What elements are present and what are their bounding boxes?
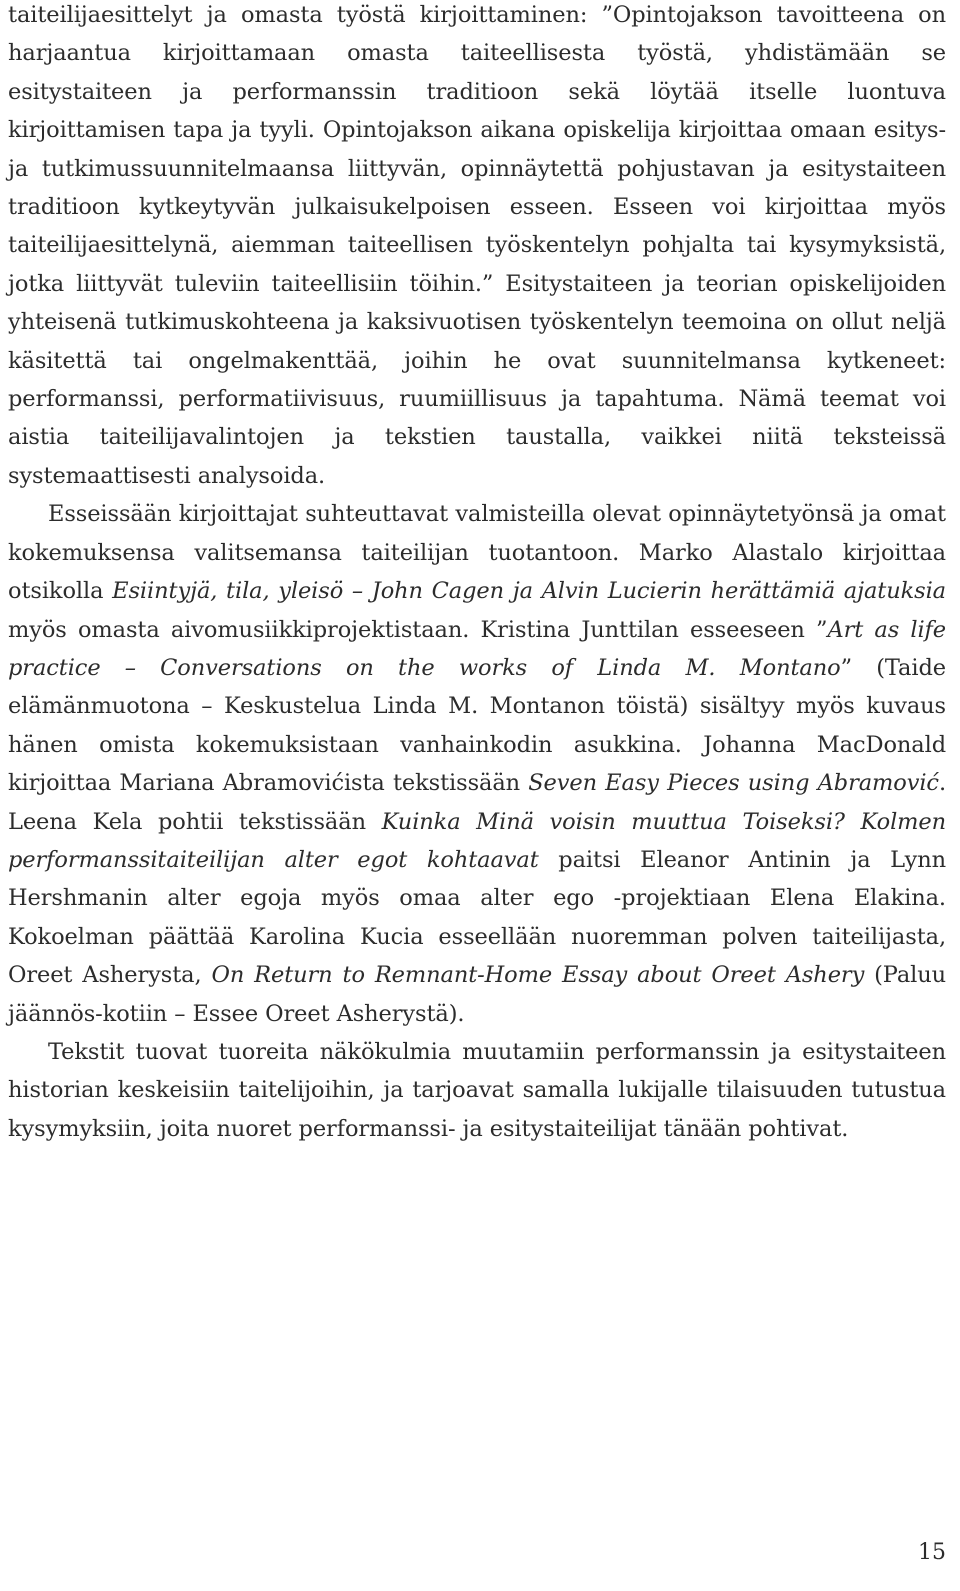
italic-title: Kuinka Minä voisin muuttua Toiseksi? Kolmen performanssitaiteilijan alter egot kohtaavat [8,808,947,873]
italic-title: Esiintyjä, tila, yleisö – John Cagen ja Alvin Lucierin herättämiä ajatuksia [112,578,946,605]
text-run: taiteilijaesittelyt ja omasta työstä kirjoittaminen: ”Opintojakson tavoitteena on harjaantua kirjoittamaan omasta taiteellisesta työstä, yhdistämään se esitystaiteen ja performanssin traditioon sekä löytää itselle luontuva kirjoittamisen tapa ja tyyli. Opintojakson aikana opiskelija kirjoittaa omaan esitys- ja tutkimussuunnitelmaansa liittyvän, opinnäytettä pohjustavan ja esitystaiteen traditioon kytkeytyvän julkaisukelpoisen esseen. Esseen voi kirjoittaa myös taiteilijaesittelynä, aiemman taiteellisen työskentelyn pohjalta tai kysymyksistä, jotka liittyvät tuleviin taiteellisiin töihin.” Esitystaiteen ja teorian opiskelijoiden yhteisenä tutkimuskohteena ja kaksivuotisen työskentelyn teemoina on ollut neljä käsitettä tai ongelmakenttää, joihin he ovat suunnitelmansa kytkeneet: performanssi, performatiivisuus, ruumiillisuus ja tapahtuma. Nämä teemat voi aistia taiteilijavalintojen ja tekstien taustalla, vaikkei niitä teksteissä systemaattisesti analysoida. [8,2,946,489]
page-number: 15 [918,1540,946,1565]
text-run: (Paluu jäännös-kotiin – Essee Oreet Asherystä). [8,962,947,1027]
paragraph-2 [8,495,946,1033]
italic-title: Seven Easy Pieces using Abramović [528,770,939,797]
text-run: . Leena Kela pohtii tekstissään [8,770,946,835]
paragraph-1 [8,0,946,495]
text-run: ” (Taide elämänmuotona – Keskustelua Linda M. Montanon töistä) sisältyy myös kuvaus hänen omista kokemuksistaan vanhainkodin asukkina. Johanna MacDonald kirjoittaa Mariana Abramovićista tekstissään [8,654,946,797]
text-run: Esseissään kirjoittajat suhteuttavat valmisteilla olevat opinnäytetyönsä ja omat kokemuksensa valitsemansa taiteilijan tuotantoon. Marko Alastalo kirjoittaa otsikolla [8,501,946,605]
text-run: paitsi Eleanor Antinin ja Lynn Hershmanin alter egoja myös omaa alter ego -projektiaan Elena Elakina. Kokoelman päättää Karolina Kucia esseellään nuoremman polven taiteilijasta, Oreet Asherysta, [8,846,946,989]
body-text [8,0,946,1148]
italic-title: Art as life practice – Conversations on the works of Linda M. Montano [8,616,946,681]
text-run: myös omasta aivomusiikkiprojektistaan. Kristina Junttilan esseeseen ” [8,616,828,643]
text-run: Tekstit tuovat tuoreita näkökulmia muutamiin performanssin ja esitystaiteen historian keskeisiin taitelijoihin, ja tarjoavat samalla lukijalle tilaisuuden tutustua kysymyksiin, joita nuoret performanssi- ja esitystaiteilijat tänään pohtivat. [8,1038,946,1142]
italic-title: On Return to Remnant-Home Essay about Oreet Ashery [211,962,865,989]
paragraph-3 [8,1033,946,1148]
